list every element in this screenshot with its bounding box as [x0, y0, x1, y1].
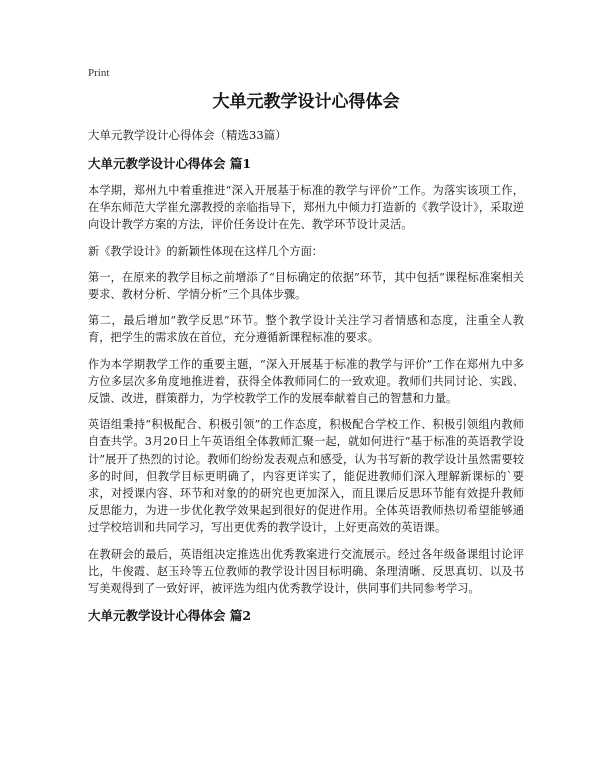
section-heading: 大单元教学设计心得体会 篇2	[88, 608, 252, 624]
document-title: 大单元教学设计心得体会	[212, 92, 400, 112]
print-label: Print	[88, 67, 110, 79]
section-heading: 大单元教学设计心得体会 篇1	[88, 156, 252, 171]
paragraph: 本学期，郑州九中着重推进“深入开展基于标准的教学与评价”工作。为落实该项工作，在华东师范大学崔允漷教授的亲临指导下，郑州九中倾力打造新的《教学设计》，采取逆向设计教学方案的方法，评价任务设计在先、教学环节设计灵活。	[88, 184, 524, 232]
paragraph: 作为本学期教学工作的重要主题，“深入开展基于标准的教学与评价”工作在郑州九中多方位多层次多角度地推进着，获得全体教师同仁的一致欢迎。教师们共同讨论、实践、反馈、改进，群策群力，为学校教学工作的发展奉献着自己的智慧和力量。	[88, 357, 524, 406]
paragraph: 新《教学设计》的新颖性体现在这样几个方面：	[88, 244, 323, 258]
paragraph: 第二，最后增加“教学反思”环节。整个教学设计关注学习者情感和态度，注重全人教育，把学生的需求放在首位，充分遵循新课程标准的要求。	[88, 314, 524, 345]
document-subtitle: 大单元教学设计心得体会（精选33篇）	[88, 128, 287, 142]
paragraph: 第一，在原来的教学目标之前增添了“目标确定的依据”环节，其中包括“课程标准案相关要求、教材分析、学情分析”三个具体步骤。	[88, 270, 524, 302]
section-2	[88, 606, 524, 626]
paragraph: 在教研会的最后，英语组决定推选出优秀教案进行交流展示。经过各年级备课组讨论评比，牛俊霞、赵玉玲等五位教师的教学设计因目标明确、条理清晰、反思真切、以及书写美观得到了一致好评，被评选为组内优秀教学设计，供同事们共同参考学习。	[88, 547, 524, 596]
paragraph: 英语组秉持“积极配合、积极引领”的工作态度，积极配合学校工作、积极引领组内教师自查共学。3月20日上午英语组全体教师汇聚一起，就如何进行“基于标准的英语教学设计”展开了热烈的讨论。教师们纷纷发表观点和感受，认为书写新的教学设计虽然需要较多的时间，但教学目标更明确了，内容更详实了，能促进教师们深入理解新课标的`要求，对授课内容、环节和对象的的研究也更加深入，而且课后反思环节能有效提升教师反思能力，为进一步优化教学效果起到很好的促进作用。全体英语教师热切希望能够通过学校培训和共同学习，写出更优秀的教学设计，上好更高效的英语课。	[88, 418, 524, 535]
document-page	[88, 66, 524, 634]
section-1	[88, 154, 524, 597]
